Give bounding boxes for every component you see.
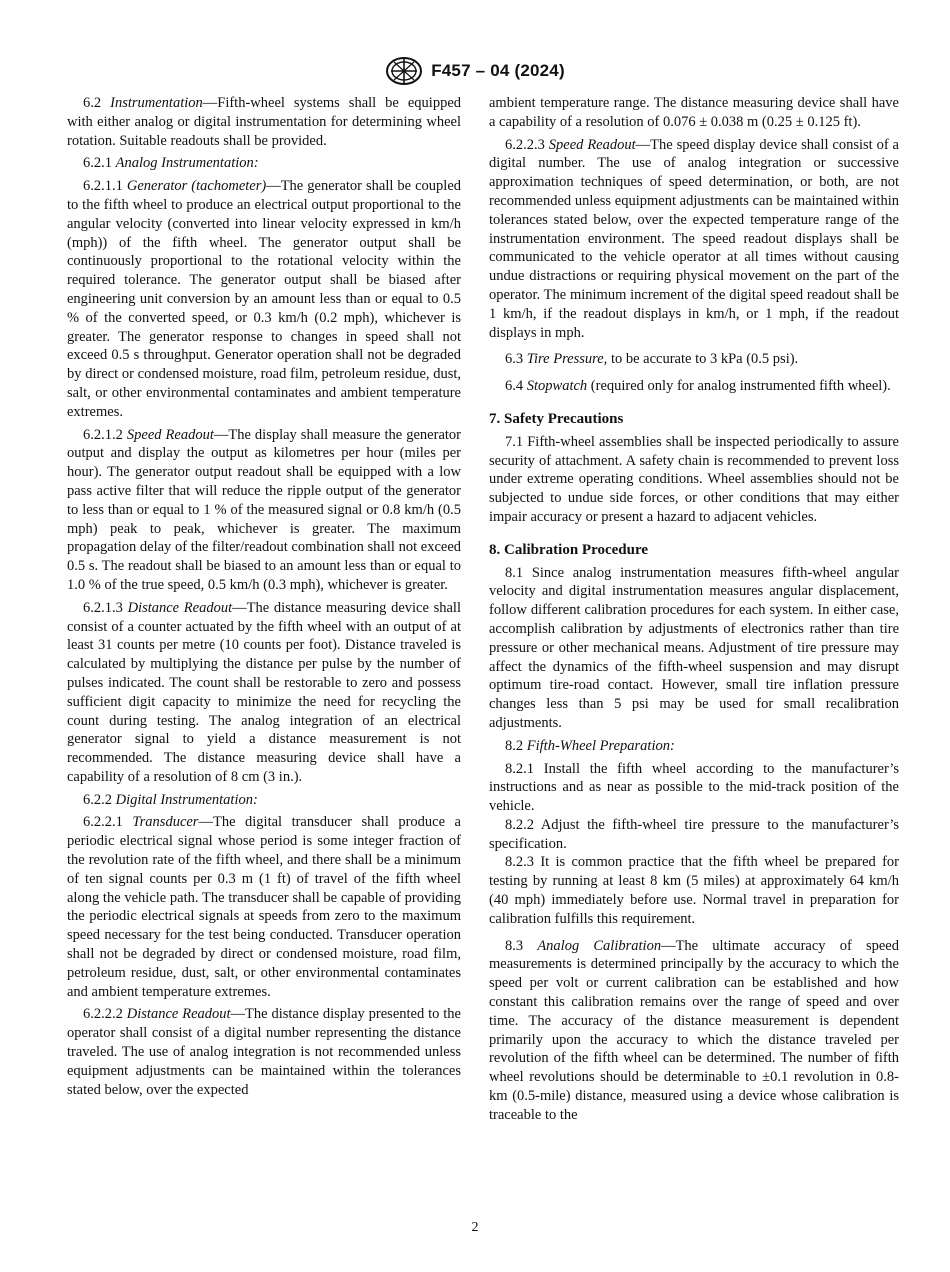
document-designation: F457 – 04 (2024) (431, 61, 565, 80)
section-6-4: 6.4 Stopwatch (required only for analog instrumented fifth wheel). (505, 378, 891, 395)
section-6-2-2-3: 6.2.2.3 Speed Readout—The speed display device shall consist of a digital number. The use of analog integration or successive approximation techniques of speed determination, or both, are not recommended unless equipment adjustments can be maintained within tolerances stated below, over the expected temperature range of the instrumentation environment. The speed readout displays shall be communicated to the vehicle operator at all times without causing undue distractions or requiring physical movement on the part of the operator. The minimum increment of the digital speed readout shall be 1 km/h, if the readout displays in km/h, or 1 mph, if the readout displays in mph. (489, 136, 899, 341)
section-6-2: 6.2 Instrumentation—Fifth-wheel systems shall be equipped with either analog or digital instrumentation for determining wheel rotation. Suitable readouts shall be provided. (67, 95, 462, 149)
section-8-1: 8.1 Since analog instrumentation measures fifth-wheel angular velocity and digital instrumentation measures angular displacement, follow different calibration procedures for each system. In either case, accomplish calibration by adjustments of electronics rather than tire pressure or other mechanical means. Adjustment of tire pressure may affect the dynamics of the fifth-wheel suspension and may disrupt optimum tire-road contact. However, small tire inflation pressure changes less than 5 psi may be used for small recalibration adjustments. (489, 564, 900, 731)
section-6-2-1-2: 6.2.1.2 Speed Readout—The display shall measure the generator output and display the output as kilometres per hour (miles per hour). The generator output readout shall be equipped with a low pass active filter that will reduce the ripple output of the generator to less than or equal to 1 % of the measured signal or 0.8 km/h (0.5 mph) peak to peak, whichever is greater. The maximum propagation delay of the filter/readout combination shall not exceed 0.5 s. The readout shall be biased to an amount less than or equal to 1.0 % of the true speed, 0.5 km/h (0.3 mph), whichever is greater. (67, 426, 461, 593)
section-6-2-2-2-continued: ambient temperature range. The distance measuring device shall have a capability of a resolution of 0.076 ± 0.038 m (0.25 ± 0.125 ft). (489, 95, 899, 130)
section-6-2-1: 6.2.1 Analog Instrumentation: (83, 155, 259, 172)
right-column (489, 94, 899, 1125)
section-6-2-2-1: 6.2.2.1 Transducer—The digital transducer shall produce a periodic electrical signal whose period is some integer fraction of the revolution rate of the fifth wheel, and there shall be a minimum of ten signal counts per 0.3 m (1 ft) of travel of the fifth wheel along the vehicle path. The transducer shall be capable of providing the periodic electrical signals at speeds from zero to the maximum speed necessary for the test being conducted. Transducer operation shall not be degraded by direct or condensed moisture, road film, petroleum residue, dust, salt, or other environmental contaminates and ambient temperature extremes. (67, 814, 461, 1000)
heading-calibration-procedure: 8. Calibration Procedure (489, 541, 649, 558)
section-6-3: 6.3 Tire Pressure, to be accurate to 3 kPa (0.5 psi). (505, 351, 799, 368)
page-header (0, 56, 950, 91)
left-column (67, 94, 461, 1099)
section-6-2-2-2: 6.2.2.2 Distance Readout—The distance display presented to the operator shall consist of a digital number representing the distance traveled. The use of analog integration is not recommended unless equipment adjustments can be maintained within the tolerances stated below, over the expected (67, 1006, 461, 1098)
section-7-1: 7.1 Fifth-wheel assemblies shall be inspected periodically to assure security of attachment. A safety chain is recommended to prevent loss under extreme operating conditions. Wheel assemblies should not be subjected to undue side forces, or other conditions that may either impair accuracy or present a hazard to adjacent vehicles. (489, 433, 899, 525)
section-8-2-3: 8.2.3 It is common practice that the fifth wheel be prepared for testing by running at least 8 km (5 miles) at approximately 64 km/h (40 mph) immediately before use. Normal travel in preparation for calibration fulfills this requirement. (489, 854, 899, 927)
heading-safety-precautions: 7. Safety Precautions (489, 410, 624, 427)
section-8-2: 8.2 Fifth-Wheel Preparation: (505, 737, 675, 754)
page-number: 2 (471, 1220, 479, 1235)
section-6-2-1-1: 6.2.1.1 Generator (tachometer)—The generator shall be coupled to the fifth wheel to produce an electrical output proportional to the angular velocity (converted into linear velocity expressed in km/h (mph)) of the fifth wheel. The generator output shall be continuously proportional to the rotational velocity within the required tolerance. The generator output shall be biased after engineering unit conversion by an amount less than or equal to 0.5 % of the converted speed, or 0.3 km/h (0.2 mph), whichever is greater. The generator response to changes in speed shall not exceed 0.5 s throughput. Generator operation shall not be degraded by direct or condensed moisture, road film, petroleum residue, dust, salt, or other environmental contaminates and ambient temperature extremes. (67, 178, 462, 420)
section-8-2-2: 8.2.2 Adjust the fifth-wheel tire pressure to the manufacturer’s specification. (489, 816, 899, 852)
section-8-3: 8.3 Analog Calibration—The ultimate accuracy of speed measurements is determined principally by the accuracy to which the speed per volt or current calibration can be established and how constant this calibration remains over the range of speed and over time. The accuracy of the distance measurement is dependent primarily upon the accuracy to which the distance traveled per revolution of the fifth wheel can be determined. The number of fifth wheel revolutions should be determinable to ±0.1 revolution in 0.8-km (0.5-mile) distance, measured using a device whose calibration is traceable to the (489, 937, 899, 1123)
section-6-2-2: 6.2.2 Digital Instrumentation: (83, 791, 258, 808)
section-8-2-1: 8.2.1 Install the fifth wheel according to the manufacturer’s instructions and as near as possible to the mid-track position of the vehicle. (489, 760, 900, 815)
astm-logo-icon (385, 56, 423, 86)
section-6-2-1-3: 6.2.1.3 Distance Readout—The distance measuring device shall consist of a counter actuated by the fifth wheel with an output of at least 31 counts per metre (10 counts per foot). Distance traveled is calculated by multiplying the distance per pulse by the number of pulses indicated. The count shall be restorable to zero and possess sufficient digit capacity to minimize the need for recycling the count during testing. The analog integration of an electrical generator signal to yield a distance measurement is not recommended. The distance measuring device shall have a capability of a resolution of 8 cm (3 in.). (67, 599, 461, 785)
